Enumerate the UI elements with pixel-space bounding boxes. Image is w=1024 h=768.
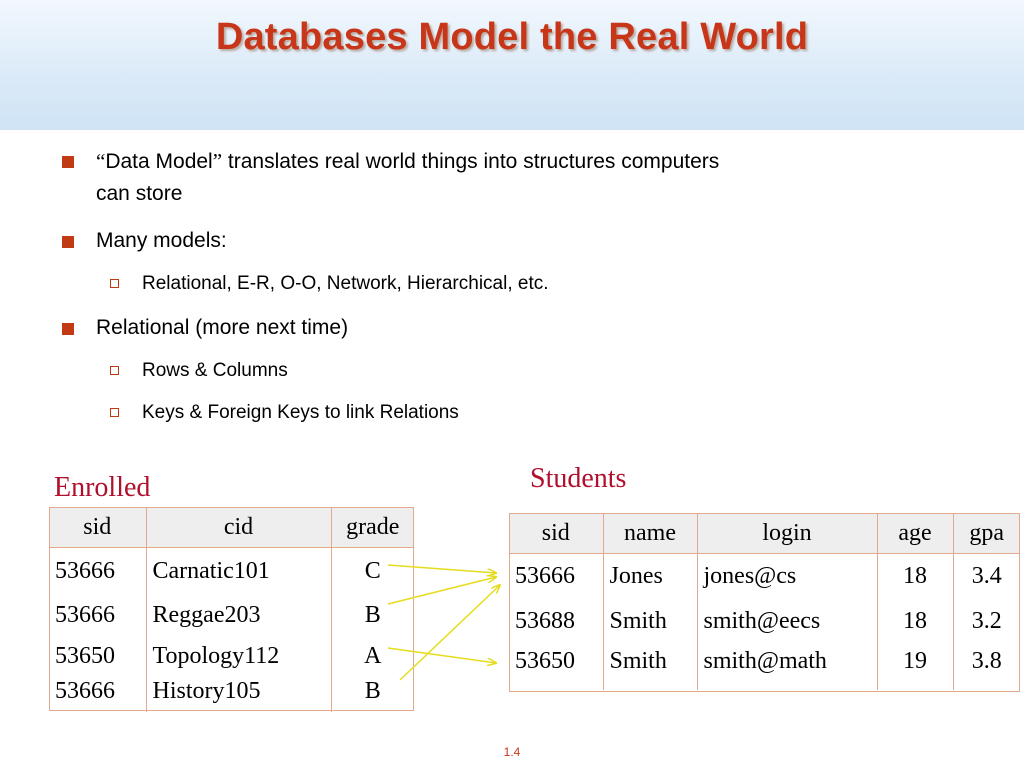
arrow-topology-to-smith xyxy=(388,648,496,663)
column-header-cid: cid xyxy=(146,507,331,548)
bullet-relational: Relational (more next time) xyxy=(96,316,349,339)
bullet-text: translates real world things into structures computers xyxy=(222,150,720,173)
sub-bullet-rows-columns: Rows & Columns xyxy=(142,360,288,381)
open-quote: “ xyxy=(96,149,106,173)
column-header-login: login xyxy=(697,513,877,554)
cell-gpa: 3.8 xyxy=(971,647,1002,674)
cell-grade: A xyxy=(364,643,382,669)
cell-sid: 53666 xyxy=(49,678,146,712)
column-header-sid: sid xyxy=(509,513,603,554)
cell-cid: Topology112 xyxy=(146,636,331,678)
arrow-history-to-jones xyxy=(400,585,500,680)
slide-title: Databases Model the Real World xyxy=(215,16,809,58)
close-quote: ” xyxy=(212,149,223,173)
cell-login: smith@eecs xyxy=(697,600,877,644)
cell-sid: 53650 xyxy=(49,636,146,678)
cell-name: Jones xyxy=(603,554,697,600)
column-header-grade: grade xyxy=(331,507,414,548)
enrolled-caption: Enrolled xyxy=(54,472,151,503)
cell-login: smith@math xyxy=(697,644,877,690)
page-number: 1.4 xyxy=(503,745,521,759)
cell-age: 18 xyxy=(877,600,953,644)
cell-name: Smith xyxy=(603,600,697,644)
cell-grade: B xyxy=(364,677,381,704)
arrow-carnatic-to-jones xyxy=(388,565,496,573)
column-header-sid: sid xyxy=(49,507,146,548)
cell-sid: 53666 xyxy=(49,596,146,636)
column-header-gpa: gpa xyxy=(953,513,1020,554)
arrow-reggae-to-jones xyxy=(388,577,496,604)
cell-name: Smith xyxy=(603,644,697,690)
cell-sid: 53650 xyxy=(509,644,603,690)
column-header-age: age xyxy=(877,513,953,554)
students-caption: Students xyxy=(530,463,627,494)
cell-grade: B xyxy=(364,602,381,628)
bullet-many-models: Many models: xyxy=(96,229,227,252)
cell-grade: C xyxy=(364,558,381,585)
cell-gpa: 3.4 xyxy=(971,563,1002,590)
cell-gpa: 3.2 xyxy=(971,608,1002,634)
sub-bullet-keys: Keys & Foreign Keys to link Relations xyxy=(142,402,459,423)
cell-sid: 53666 xyxy=(509,554,603,600)
cell-login: jones@cs xyxy=(697,554,877,600)
sub-bullet-model-types: Relational, E-R, O-O, Network, Hierarchical, etc. xyxy=(142,273,549,294)
cell-sid: 53688 xyxy=(509,600,603,644)
cell-cid: Carnatic101 xyxy=(146,548,331,596)
bullet-text-line2: can store xyxy=(96,182,183,205)
data-model-term: Data Model xyxy=(105,150,213,173)
cell-sid: 53666 xyxy=(49,548,146,596)
cell-cid: Reggae203 xyxy=(146,596,331,636)
cell-age: 18 xyxy=(877,554,953,600)
cell-cid: History105 xyxy=(146,678,331,712)
column-header-name: name xyxy=(603,513,697,554)
cell-age: 19 xyxy=(877,644,953,690)
